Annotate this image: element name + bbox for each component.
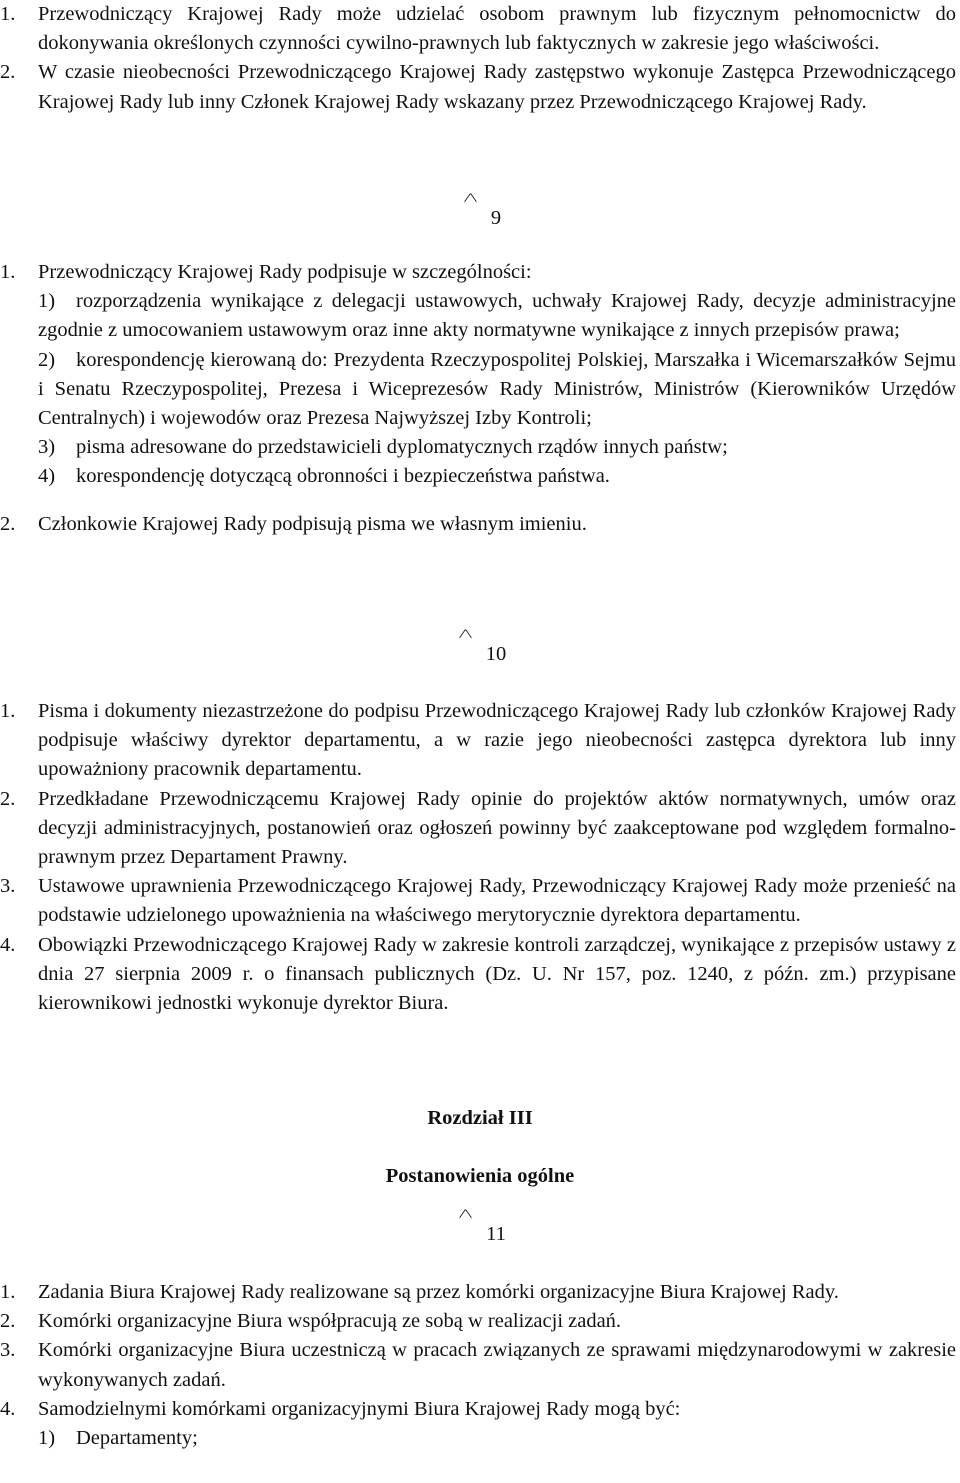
section-8-tail [0,0,956,117]
item-number: 2. [0,512,16,535]
section-sign-11 [0,1220,960,1249]
item-number: 1. [0,1281,16,1303]
item-number: 2. [0,1310,16,1333]
item-text: W czasie nieobecności Przewodniczącego Krajowej Rady zastępstwo wykonuje Zastępca Przewodniczącego Krajowej Rady lub inny Członek Krajowej Rady wskazany przez Przewodniczącego Krajowej Rady. [38,61,956,113]
paragraph-item [0,931,956,1019]
item-number: 3. [0,1339,16,1362]
sub-item-number: 3) [38,436,56,459]
item-text: Komórki organizacyjne Biura współpracują ze sobą w realizacji zadań. [38,1310,622,1333]
sub-item-number: 2) [38,348,56,371]
sub-item [0,462,956,491]
paragraph-item [0,510,956,539]
paragraph-item [0,1278,956,1307]
sub-item-number: 4) [38,465,56,488]
item-text: Członkowie Krajowej Rady podpisują pisma we własnym imieniu. [38,512,587,535]
item-text: Komórki organizacyjne Biura uczestniczą w pracach związanych ze sprawami międzynarodowymi w zakresie wykonywanych zadań. [38,1339,956,1391]
item-number: 1. [0,700,16,722]
item-text: Przewodniczący Krajowej Rady może udzielać osobom prawnym lub fizycznym pełnomocnictw do dokonywania określonych czynności cywilno-prawnych lub faktycznych w zakresie jego właściwości. [38,3,956,55]
section-sign-icon [454,640,474,654]
paragraph-item [0,0,956,58]
section-number: 11 [486,1223,506,1245]
paragraph-item [0,872,956,930]
sub-item-text-content: korespondencję dotyczącą obronności i bezpieczeństwa państwa. [76,465,610,488]
section-sign-10 [0,640,960,669]
paragraph-item [0,1307,956,1336]
sub-item-number: 1) [38,1427,56,1450]
section-9 [0,258,956,539]
sub-item-text [38,465,610,487]
item-text: Zadania Biura Krajowej Rady realizowane są przez komórki organizacyjne Biura Krajowej Rady. [38,1281,839,1303]
paragraph-item [0,58,956,116]
item-text: Ustawowe uprawnienia Przewodniczącego Krajowej Rady, Przewodniczący Krajowej Rady może przenieść na podstawie udzielonego upoważnienia na właściwego merytorycznie dyrektora departamentu. [38,875,956,927]
chapter-title: Rozdział III [427,1107,533,1129]
paragraph-item [0,1395,956,1424]
sub-item-text [38,436,728,458]
item-number: 3. [0,875,16,898]
section-number: 10 [485,643,507,665]
item-number: 4. [0,933,16,956]
section-number: 9 [490,207,502,229]
sub-item [0,1424,956,1453]
section-sign-icon [459,204,479,218]
item-number: 2. [0,787,16,810]
sub-item [0,433,956,462]
item-number: 1. [0,3,16,25]
item-number: 2. [0,61,16,84]
item-text: Obowiązki Przewodniczącego Krajowej Rady w zakresie kontroli zarządczej, wynikające z przepisów ustawy z dnia 27 sierpnia 2009 r. o finansach publicznych (Dz. U. Nr 157, poz. 1240, z późn. zm.) przypisane kierownikowi jednostki wykonuje dyrektor Biura. [38,933,956,1015]
paragraph-item [0,258,956,287]
sub-item-number: 1) [38,290,56,313]
sub-item-text [38,349,956,429]
sub-item-text-content: rozporządzenia wynikające z delegacji ustawowych, uchwały Krajowej Rady, decyzje administracyjne zgodnie z umocowaniem ustawowym oraz inne akty normatywne wynikające z innych przepisów prawa; [38,290,956,342]
item-number: 1. [0,261,16,283]
sub-item [0,346,956,434]
section-sign-icon [454,1220,474,1234]
chapter-subtitle: Postanowienia ogólne [385,1165,575,1187]
item-text: Przedkładane Przewodniczącemu Krajowej Rady opinie do projektów aktów normatywnych, umów oraz decyzji administracyjnych, postanowień oraz ogłoszeń powinny być zaakceptowane pod względem formalno-prawnym przez Departament Prawny. [38,787,956,869]
paragraph-item [0,697,956,785]
sub-item-text [38,1427,198,1449]
section-sign-9 [0,204,960,233]
sub-item-text-content: Departamenty; [76,1427,198,1450]
sub-item-text [38,290,956,341]
item-text: Samodzielnymi komórkami organizacyjnymi Biura Krajowej Rady mogą być: [38,1397,681,1420]
sub-item [0,287,956,345]
sub-item-text-content: korespondencję kierowaną do: Prezydenta Rzeczypospolitej Polskiej, Marszałka i Wicemarszałków Sejmu i Senatu Rzeczypospolitej, Prezesa i Wiceprezesów Rady Ministrów, Ministrów (Kierowników Urzędów Centralnych) i wojewodów oraz Prezesa Najwyższej Izby Kontroli; [38,348,956,430]
paragraph-item [0,785,956,873]
item-text: Przewodniczący Krajowej Rady podpisuje w szczególności: [38,261,532,283]
section-10 [0,697,956,1018]
item-number: 4. [0,1397,16,1420]
item-text: Pisma i dokumenty niezastrzeżone do podpisu Przewodniczącego Krajowej Rady lub członków Krajowej Rady podpisuje właściwy dyrektor departamentu, a w razie jego nieobecności zastępca dyrektora lub inny upoważniony pracownik departamentu. [38,700,956,781]
sub-item-text-content: pisma adresowane do przedstawicieli dyplomatycznych rządów innych państw; [76,436,728,459]
paragraph-item [0,1336,956,1394]
section-11 [0,1278,956,1453]
